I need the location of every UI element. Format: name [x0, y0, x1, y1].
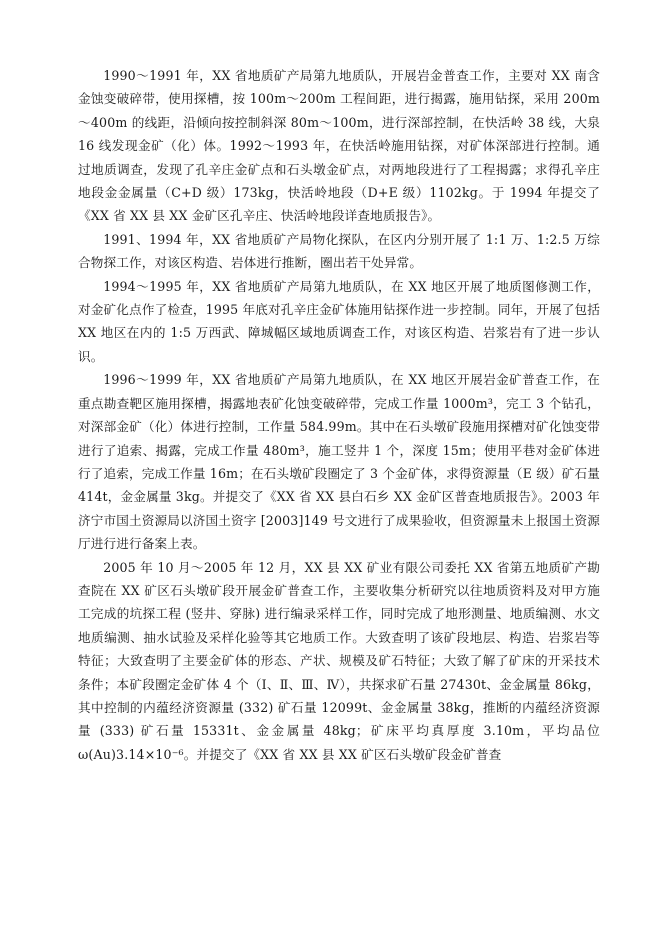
- paragraph-1991-1994-geophysics: 1991、1994 年，XX 省地质矿产局物化探队，在区内分别开展了 1:1 万、1:2.5 万综合物探工作，对该区构造、岩体进行推断，圈出若干处异常。: [78, 231, 600, 271]
- paragraph-1994-1995-mapping: 1994～1995 年，XX 省地质矿产局第九地质队，在 XX 地区开展了地质图修测工作，对金矿化点作了检查，1995 年底对孔辛庄金矿体施用钻探作进一步控制。同年，开展了包括 XX 地区在内的 1:5 万西武、障城幅区域地质调查工作，对该区构造、岩浆岩有了进一步认识。: [78, 278, 600, 364]
- paragraph-2005-shitoudun-survey: 2005 年 10 月～2005 年 12 月，XX 县 XX 矿业有限公司委托 XX 省第五地质矿产勘查院在 XX 矿区石头墩矿段开展金矿普查工作，主要收集分析研究以往地质资料及对甲方施工完成的坑探工程 (竖井、穿脉) 进行编录采样工作，同时完成了地形测量、地质编测、水文地质编测、抽水试验及采样化验等其它地质工作。大致查明了该矿段地层、构造、岩浆岩等特征；大致查明了主要金矿体的形态、产状、规模及矿石特征；大致了解了矿床的开采技术条件；本矿段圈定金矿体 4 个（Ⅰ、Ⅱ、Ⅲ、Ⅳ），共探求矿石量 27430t、金金属量 86kg，其中控制的内蕴经济资源量 (332) 矿石量 12099t、金金属量 38kg，推断的内蕴经济资源量 (333) 矿石量 15331t、金金属量 48kg；矿床平均真厚度 3.10m，平均品位 ω(Au)3.14×10⁻⁶。并提交了《XX 省 XX 县 XX 矿区石头墩矿段金矿普查: [78, 559, 600, 762]
- document-body: [78, 64, 600, 766]
- paragraph-1996-1999-exploration: 1996～1999 年，XX 省地质矿产局第九地质队，在 XX 地区开展岩金矿普查工作，在重点勘查靶区施用探槽，揭露地表矿化蚀变破碎带，完成工作量 1000m³，完工 3 个钻孔，对深部金矿（化）体进行控制，工作量 584.99m。其中在石头墩矿段施用探槽对矿化蚀变带进行了追索、揭露，完成工作量 480m³，施工竖井 1 个，深度 15m；使用平巷对金矿体进行了追索，完成工作量 16m；在石头墩矿段圈定了 3 个金矿体，求得资源量（E 级）矿石量 414t，金金属量 3kg。并提交了《XX 省 XX 县白石乡 XX 金矿区普查地质报告》。2003 年济宁市国土资源局以济国土资字 [2003]149 号文进行了成果验收，但资源量未上报国土资源厅进行进行备案上表。: [78, 372, 600, 552]
- paragraph-1990-1991-survey: 1990～1991 年，XX 省地质矿产局第九地质队，开展岩金普查工作，主要对 XX 南含金蚀变破碎带，使用探槽，按 100m～200m 工程间距，进行揭露，施用钻探，采用 200m～400m 的线距，沿倾向按控制斜深 80m～100m，进行深部控制，在快活岭 38 线，大泉 16 线发现金矿（化）体。1992～1993 年，在快活岭施用钻探，对矿体深部进行控制。通过地质调查，发现了孔辛庄金矿点和石头墩金矿点，对两地段进行了工程揭露；求得孔辛庄地段金金属量（C+D 级）173kg，快活岭地段（D+E 级）1102kg。于 1994 年提交了《XX 省 XX 县 XX 金矿区孔辛庄、快活岭地段详查地质报告》。: [78, 68, 600, 224]
